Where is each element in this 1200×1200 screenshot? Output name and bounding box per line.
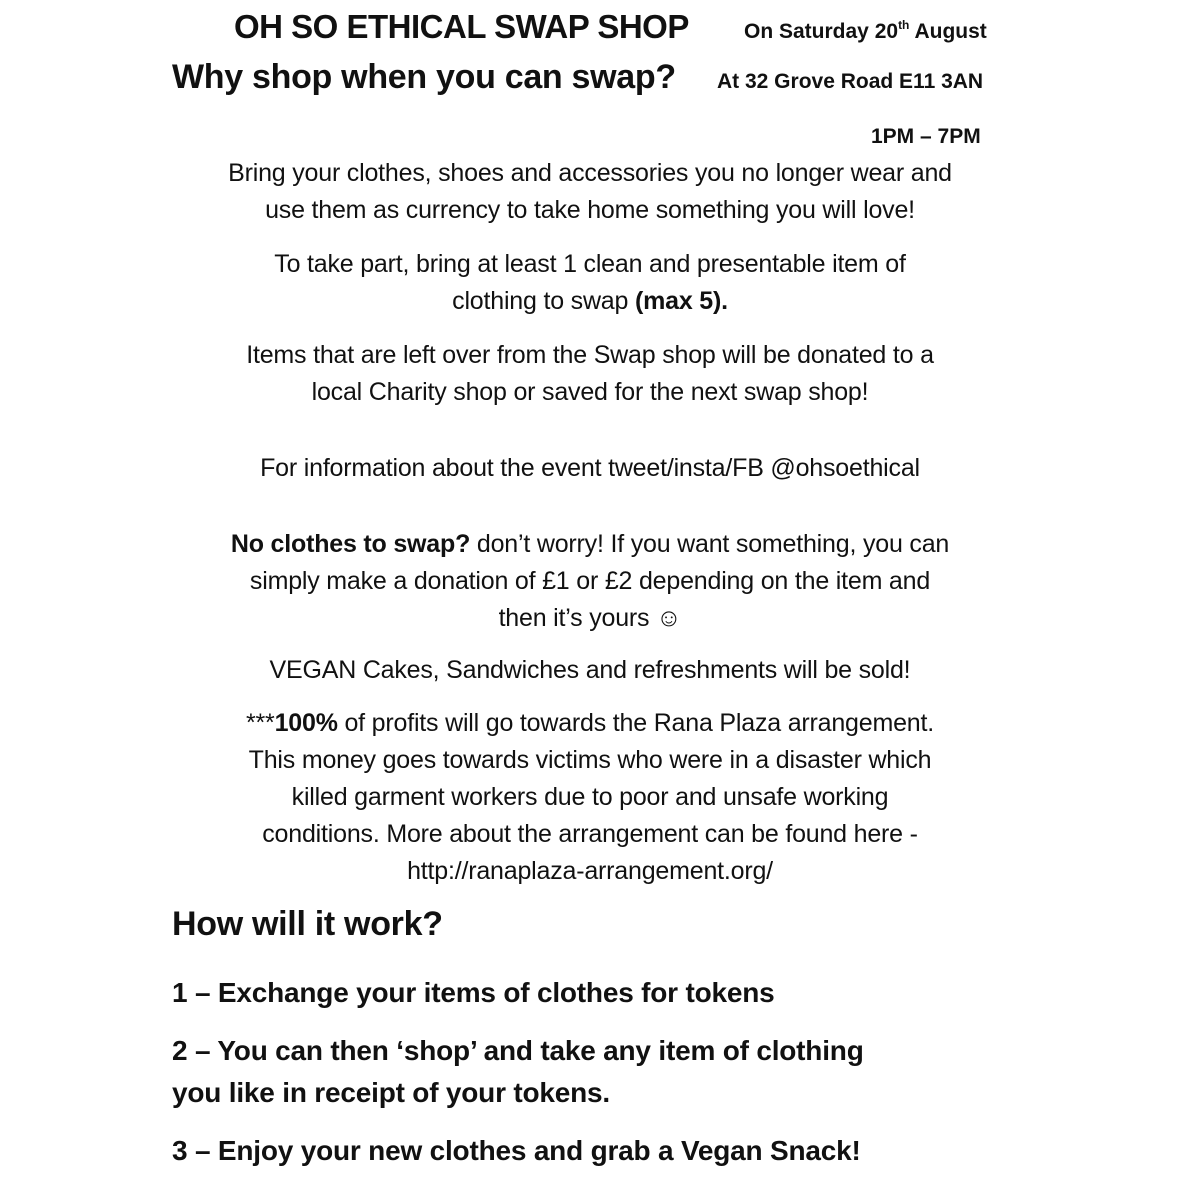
vegan-paragraph [170,652,1010,689]
no-clothes-line-3: then it’s yours ☺ [498,604,682,632]
no-clothes-paragraph [170,526,1010,637]
profits-asterisks: *** [246,709,275,737]
take-part-paragraph [170,246,1010,320]
step-2-line-1: 2 – You can then ‘shop’ and take any item of clothing [172,1035,864,1066]
no-clothes-line-1 [170,526,1010,563]
profits-percentage: 100% [274,709,338,737]
tagline: Why shop when you can swap? [172,58,676,96]
step-2-line-2: you like in receipt of your tokens. [172,1077,610,1108]
how-it-works-heading: How will it work? [172,905,443,943]
max-items-note: (max 5). [634,287,728,315]
step-1: 1 – Exchange your items of clothes for tokens [172,977,775,1008]
leftover-line-1: Items that are left over from the Swap shop will be donated to a [246,341,934,369]
leftover-line-2: local Charity shop or saved for the next swap shop! [311,378,869,406]
profits-line-4: conditions. More about the arrangement can be found here - [262,820,918,848]
intro-line-1: Bring your clothes, shoes and accessories you no longer wear and [228,159,952,187]
event-date-ordinal: th [898,18,910,32]
flyer-title: OH SO ETHICAL SWAP SHOP [234,8,689,45]
rana-plaza-link: http://ranaplaza-arrangement.org/ [407,857,773,885]
event-date-main: On Saturday 20 [744,20,899,43]
leftover-paragraph [170,337,1010,411]
event-date-month: August [909,20,987,43]
step-3: 3 – Enjoy your new clothes and grab a Vegan Snack! [172,1135,861,1166]
info-line: For information about the event tweet/insta/FB @ohsoethical [260,454,920,482]
profits-line-1-rest: of profits will go towards the Rana Plaza arrangement. [337,709,934,737]
no-clothes-question: No clothes to swap? [230,530,471,558]
intro-paragraph [170,155,1010,229]
profits-paragraph [170,705,1010,890]
step-2 [172,1030,864,1114]
no-clothes-line-1-rest: don’t worry! If you want something, you can [470,530,950,558]
profits-line-1 [170,705,1010,742]
profits-line-3: killed garment workers due to poor and unsafe working [291,783,889,811]
profits-line-2: This money goes towards victims who were in a disaster which [248,746,932,774]
event-date [744,18,987,44]
take-part-line-1: To take part, bring at least 1 clean and presentable item of [274,250,906,278]
event-address: At 32 Grove Road E11 3AN [717,70,984,93]
no-clothes-line-2: simply make a donation of £1 or £2 depending on the item and [249,567,931,595]
event-time: 1PM – 7PM [871,125,981,148]
intro-line-2: use them as currency to take home something you will love! [265,196,915,224]
vegan-line: VEGAN Cakes, Sandwiches and refreshments will be sold! [269,656,911,684]
take-part-line-2 [170,283,1010,320]
info-paragraph [170,450,1010,487]
take-part-line-2-text: clothing to swap [452,287,635,315]
